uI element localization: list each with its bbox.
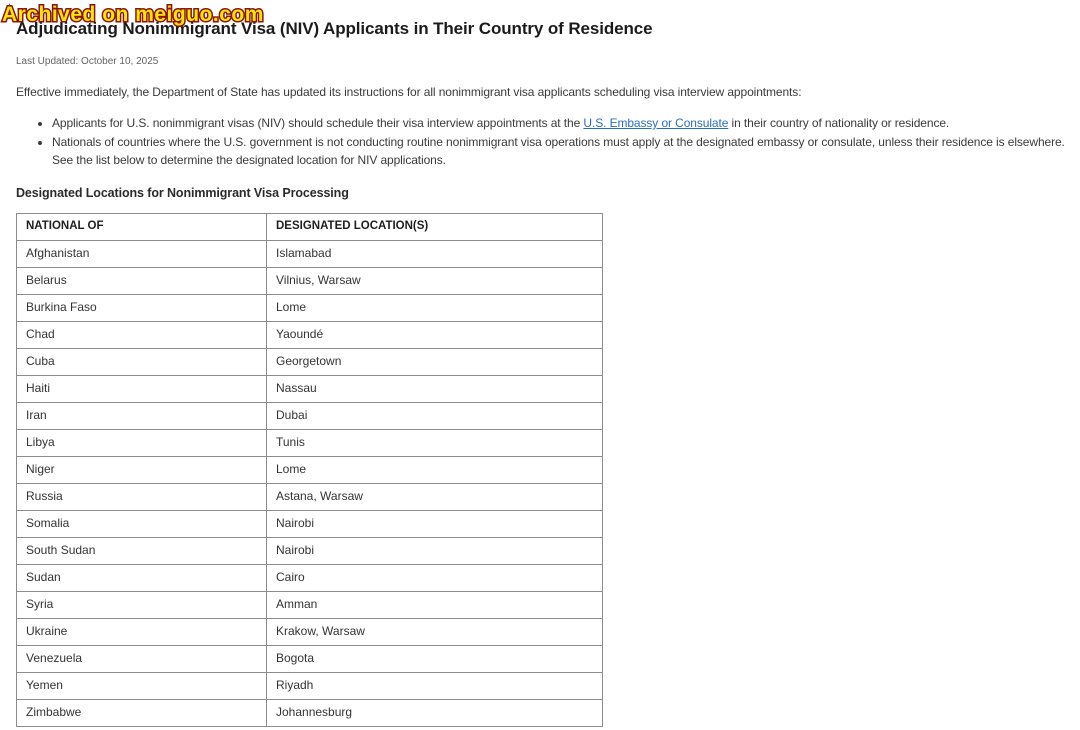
location-cell: Astana, Warsaw [267, 484, 603, 511]
country-cell: Iran [17, 403, 267, 430]
table-row [17, 457, 603, 484]
location-cell: Cairo [267, 565, 603, 592]
country-cell: Sudan [17, 565, 267, 592]
country-cell: Russia [17, 484, 267, 511]
bullet-item-applicants [52, 114, 1066, 132]
location-cell: Riyadh [267, 673, 603, 700]
location-cell: Vilnius, Warsaw [267, 268, 603, 295]
location-cell: Tunis [267, 430, 603, 457]
location-cell: Lome [267, 295, 603, 322]
column-header-designated-locations: DESIGNATED LOCATION(S) [267, 214, 603, 241]
table-body [17, 241, 603, 727]
country-cell: Ukraine [17, 619, 267, 646]
table-row [17, 322, 603, 349]
column-header-national-of: NATIONAL OF [17, 214, 267, 241]
location-cell: Nairobi [267, 538, 603, 565]
table-row [17, 403, 603, 430]
bullet1-pre-text: Applicants for U.S. nonimmigrant visas (NIV) should schedule their visa interview appointments at the [52, 116, 584, 130]
table-row [17, 295, 603, 322]
country-cell: Cuba [17, 349, 267, 376]
archive-watermark: Archived on meiguo.com [2, 3, 264, 26]
table-header [17, 214, 603, 241]
table-row [17, 241, 603, 268]
location-cell: Georgetown [267, 349, 603, 376]
country-cell: South Sudan [17, 538, 267, 565]
location-cell: Dubai [267, 403, 603, 430]
table-row [17, 376, 603, 403]
intro-paragraph: Effective immediately, the Department of State has updated its instructions for all nonimmigrant visa applicants scheduling visa interview appointments: [16, 85, 802, 99]
table-row [17, 673, 603, 700]
table-header-row [17, 214, 603, 241]
location-cell: Bogota [267, 646, 603, 673]
location-cell: Nassau [267, 376, 603, 403]
table-row [17, 484, 603, 511]
last-updated-text: Last Updated: October 10, 2025 [16, 56, 159, 67]
location-cell: Amman [267, 592, 603, 619]
table-row [17, 538, 603, 565]
table-row [17, 646, 603, 673]
table-row [17, 268, 603, 295]
country-cell: Zimbabwe [17, 700, 267, 727]
country-cell: Somalia [17, 511, 267, 538]
country-cell: Belarus [17, 268, 267, 295]
location-cell: Lome [267, 457, 603, 484]
table-row [17, 700, 603, 727]
country-cell: Syria [17, 592, 267, 619]
country-cell: Afghanistan [17, 241, 267, 268]
country-cell: Chad [17, 322, 267, 349]
country-cell: Niger [17, 457, 267, 484]
embassy-consulate-link[interactable]: U.S. Embassy or Consulate [583, 116, 729, 130]
country-cell: Libya [17, 430, 267, 457]
table-row [17, 565, 603, 592]
location-cell: Nairobi [267, 511, 603, 538]
location-cell: Islamabad [267, 241, 603, 268]
table-row [17, 349, 603, 376]
bullet-item-nationals: • Nationals of countries where the U.S. government is not conducting routine nonimmigrant visa operations must apply at the designated embassy or consulate, unless their residence is elsewhere. See the list below to determine the designated location for NIV applications. [52, 133, 1066, 169]
location-cell: Yaoundé [267, 322, 603, 349]
table-row [17, 592, 603, 619]
table-row [17, 511, 603, 538]
section-heading: Designated Locations for Nonimmigrant Visa Processing [16, 186, 349, 200]
location-cell: Krakow, Warsaw [267, 619, 603, 646]
page-title: Adjudicating Nonimmigrant Visa (NIV) Applicants in Their Country of Residence [16, 19, 653, 38]
bullet-list [16, 114, 1066, 169]
locations-table [16, 213, 603, 727]
table-row [17, 430, 603, 457]
bullet1-post-text: in their country of nationality or residence. [728, 116, 950, 130]
country-cell: Yemen [17, 673, 267, 700]
location-cell: Johannesburg [267, 700, 603, 727]
table-row [17, 619, 603, 646]
country-cell: Venezuela [17, 646, 267, 673]
country-cell: Haiti [17, 376, 267, 403]
country-cell: Burkina Faso [17, 295, 267, 322]
